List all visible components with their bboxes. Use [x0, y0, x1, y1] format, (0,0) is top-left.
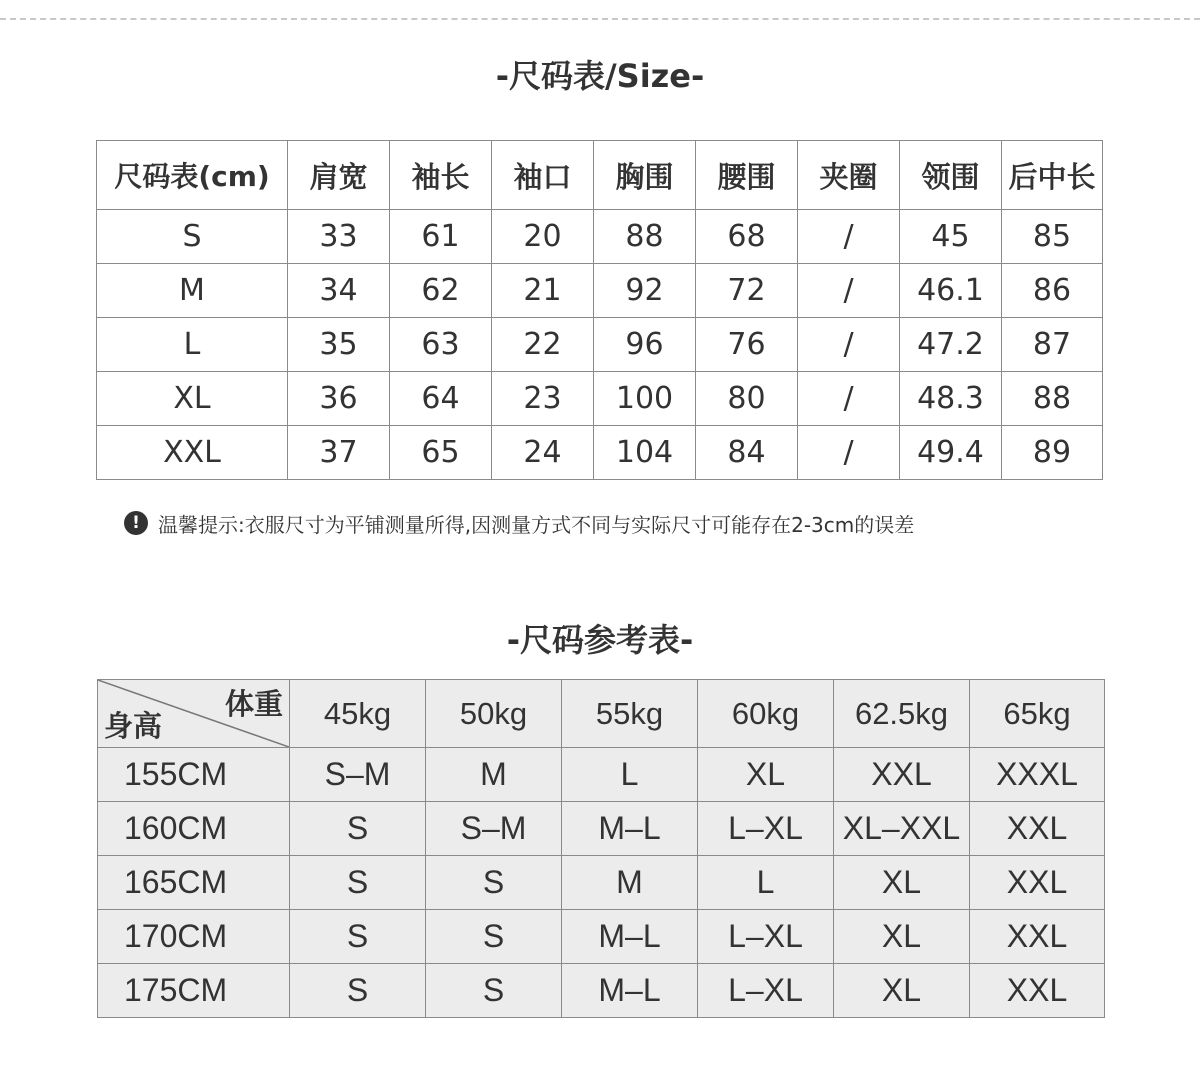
table-cell: S: [290, 910, 426, 964]
table-cell: 92: [594, 264, 696, 318]
table-row: [97, 372, 1103, 426]
table-cell: 46.1: [900, 264, 1002, 318]
size-chart-table: [96, 140, 1103, 480]
table-cell: L: [562, 748, 698, 802]
corner-header-cell: [98, 680, 290, 748]
table-cell: L: [698, 856, 834, 910]
table-cell: 20: [492, 210, 594, 264]
table-cell: M: [426, 748, 562, 802]
table-cell: 61: [390, 210, 492, 264]
table-cell: XXL: [970, 910, 1105, 964]
table-cell: 104: [594, 426, 696, 480]
height-label: 身高: [104, 709, 163, 743]
table-cell: S–M: [290, 748, 426, 802]
table-cell: S: [290, 856, 426, 910]
height-cell: 170CM: [98, 910, 290, 964]
table-cell: M–L: [562, 802, 698, 856]
table-row: [97, 318, 1103, 372]
table-cell: S: [426, 910, 562, 964]
table-cell: 100: [594, 372, 696, 426]
table-row: [98, 910, 1105, 964]
table-cell: 87: [1002, 318, 1103, 372]
reference-header-row: [98, 680, 1105, 748]
top-dashed-divider: [0, 18, 1200, 20]
table-cell: XXL: [834, 748, 970, 802]
weight-header-cell: 45kg: [290, 680, 426, 748]
size-label-cell: M: [97, 264, 288, 318]
table-cell: 47.2: [900, 318, 1002, 372]
table-cell: 23: [492, 372, 594, 426]
header-cell: 肩宽: [288, 141, 390, 210]
size-chart-title: -尺码表/Size-: [495, 57, 705, 95]
table-cell: XL: [834, 964, 970, 1018]
note-text: 温馨提示:衣服尺寸为平铺测量所得,因测量方式不同与实际尺寸可能存在2-3cm的误差: [158, 512, 915, 537]
table-cell: 62: [390, 264, 492, 318]
header-cell: 领围: [900, 141, 1002, 210]
table-cell: /: [798, 426, 900, 480]
table-cell: 24: [492, 426, 594, 480]
table-cell: 89: [1002, 426, 1103, 480]
table-cell: XL–XXL: [834, 802, 970, 856]
table-cell: L–XL: [698, 802, 834, 856]
table-cell: /: [798, 264, 900, 318]
size-label-cell: L: [97, 318, 288, 372]
table-cell: XXL: [970, 856, 1105, 910]
table-cell: 22: [492, 318, 594, 372]
header-cell: 夹圈: [798, 141, 900, 210]
table-cell: S: [290, 964, 426, 1018]
height-cell: 160CM: [98, 802, 290, 856]
table-cell: S–M: [426, 802, 562, 856]
height-cell: 165CM: [98, 856, 290, 910]
size-chart-header-row: [97, 141, 1103, 210]
table-cell: 65: [390, 426, 492, 480]
table-cell: 76: [696, 318, 798, 372]
table-cell: 64: [390, 372, 492, 426]
weight-header-cell: 50kg: [426, 680, 562, 748]
weight-header-cell: 60kg: [698, 680, 834, 748]
header-cell: 胸围: [594, 141, 696, 210]
reference-chart-table: [97, 679, 1105, 1018]
table-cell: S: [426, 856, 562, 910]
table-cell: 35: [288, 318, 390, 372]
table-cell: 21: [492, 264, 594, 318]
table-cell: S: [290, 802, 426, 856]
table-row: [97, 426, 1103, 480]
table-cell: 84: [696, 426, 798, 480]
header-cell: 袖口: [492, 141, 594, 210]
weight-header-cell: 65kg: [970, 680, 1105, 748]
table-cell: 33: [288, 210, 390, 264]
weight-header-cell: 55kg: [562, 680, 698, 748]
header-cell: 腰围: [696, 141, 798, 210]
table-cell: M–L: [562, 910, 698, 964]
measurement-note: [124, 508, 914, 538]
table-row: [98, 964, 1105, 1018]
table-cell: 96: [594, 318, 696, 372]
table-cell: 85: [1002, 210, 1103, 264]
weight-label: 体重: [224, 687, 283, 721]
table-cell: 68: [696, 210, 798, 264]
header-cell: 袖长: [390, 141, 492, 210]
table-cell: 49.4: [900, 426, 1002, 480]
size-label-cell: S: [97, 210, 288, 264]
table-cell: XL: [834, 856, 970, 910]
table-cell: L–XL: [698, 910, 834, 964]
exclamation-icon: !: [124, 511, 148, 535]
table-cell: /: [798, 372, 900, 426]
table-cell: XXXL: [970, 748, 1105, 802]
size-label-cell: XXL: [97, 426, 288, 480]
table-cell: 48.3: [900, 372, 1002, 426]
table-cell: 72: [696, 264, 798, 318]
table-cell: 34: [288, 264, 390, 318]
table-cell: 45: [900, 210, 1002, 264]
table-cell: XL: [834, 910, 970, 964]
table-cell: 80: [696, 372, 798, 426]
table-cell: 63: [390, 318, 492, 372]
weight-header-cell: 62.5kg: [834, 680, 970, 748]
table-cell: 88: [1002, 372, 1103, 426]
table-cell: /: [798, 210, 900, 264]
table-cell: XXL: [970, 802, 1105, 856]
table-row: [97, 210, 1103, 264]
reference-chart-title: -尺码参考表-: [506, 621, 694, 659]
table-cell: M: [562, 856, 698, 910]
height-cell: 175CM: [98, 964, 290, 1018]
size-label-cell: XL: [97, 372, 288, 426]
table-cell: M–L: [562, 964, 698, 1018]
height-cell: 155CM: [98, 748, 290, 802]
table-cell: /: [798, 318, 900, 372]
table-cell: XXL: [970, 964, 1105, 1018]
table-cell: 37: [288, 426, 390, 480]
header-cell: 尺码表(cm): [97, 141, 288, 210]
table-row: [98, 856, 1105, 910]
header-cell: 后中长: [1002, 141, 1103, 210]
table-cell: 36: [288, 372, 390, 426]
table-row: [97, 264, 1103, 318]
table-cell: XL: [698, 748, 834, 802]
table-cell: L–XL: [698, 964, 834, 1018]
table-cell: S: [426, 964, 562, 1018]
table-cell: 86: [1002, 264, 1103, 318]
table-row: [98, 802, 1105, 856]
table-cell: 88: [594, 210, 696, 264]
table-row: [98, 748, 1105, 802]
